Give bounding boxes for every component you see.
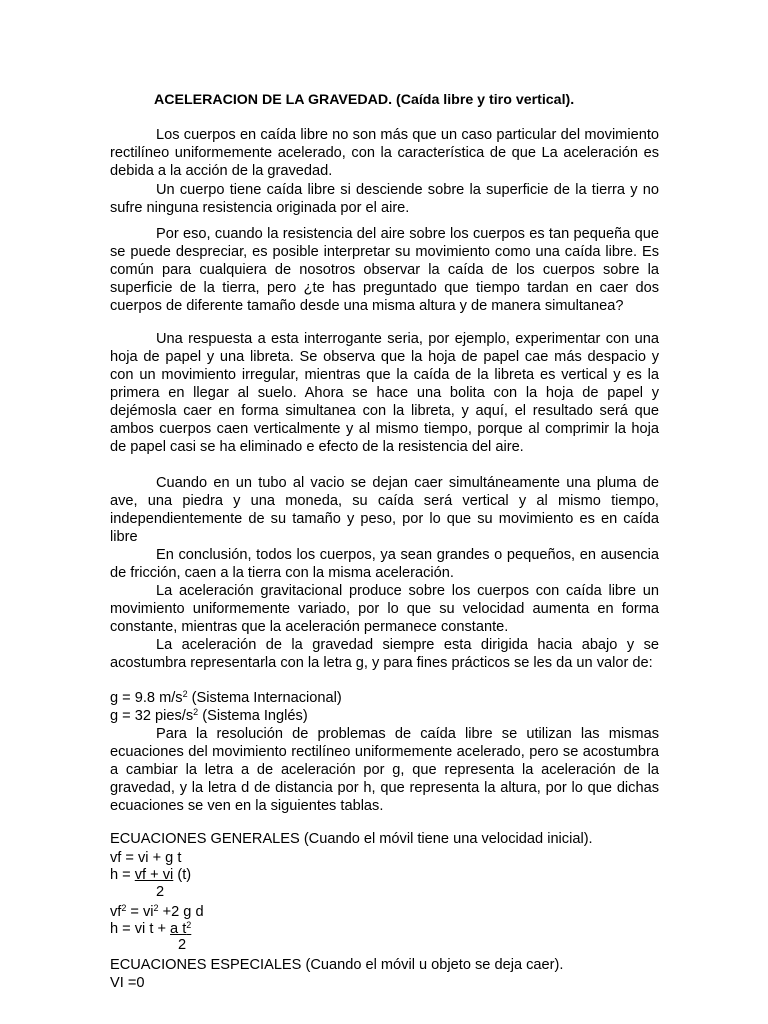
- equation-vf-exponent: 2: [121, 903, 127, 913]
- paragraph-3: Por eso, cuando la resistencia del aire sobre los cuerpos es tan pequeña que se puede despreciar, es posible interpretar su movimiento como una caída libre. Es común para cualquiera de nosotros observar la caída de los cuerpos sobre la superficie de la tierra, pero ¿te has preguntado que tiempo tardan en caer dos cuerpos de diferente tamaño desde una misma altura y de manera simultanea?: [110, 226, 659, 314]
- gravity-value-si-text: g = 9.8 m/s: [110, 690, 183, 706]
- paragraph-4: Una respuesta a esta interrogante seria, por ejemplo, experimentar con una hoja de papel y una libreta. Se observa que la hoja de papel cae más despacio y con un movimiento irregular, mientras que la caída de la libreta es vertical y es la primera en llegar al suelo. Ahora se hace una bolita con la hoja de papel y dejémosla caer en forma simultanea con la libreta, y aquí, el resultado será que ambos cuerpos caen verticalmente y al mismo tiempo, porque al comprimir la hoja de papel casi se ha eliminado e efecto de la resistencia del aire.: [110, 331, 659, 455]
- general-equations-heading: ECUACIONES GENERALES (Cuando el móvil tiene una velocidad inicial).: [110, 831, 593, 847]
- equation-height-numerator: vf + vi: [134, 867, 174, 883]
- paragraph-1: Los cuerpos en caída libre no son más que un caso particular del movimiento rectilíneo uniformemente acelerado, con la característica de que La aceleración es debida a la acción de la gravedad.: [110, 127, 659, 179]
- equation-height2-numerator-text: a t: [170, 921, 187, 937]
- equation-height-lhs: h =: [110, 867, 135, 883]
- equation-final-velocity: vf = vi + g t: [110, 850, 182, 866]
- equation-height-denominator: 2: [156, 884, 165, 900]
- paragraph-6: En conclusión, todos los cuerpos, ya sean grandes o pequeños, en ausencia de fricción, caen a la tierra con la misma aceleración.: [110, 547, 659, 581]
- equation-initial-velocity-zero: VI =0: [110, 975, 145, 991]
- gravity-value-si-exponent: 2: [182, 689, 188, 699]
- gravity-value-english: [110, 707, 308, 725]
- paragraph-2: Un cuerpo tiene caída libre si desciende sobre la superficie de la tierra y no sufre ninguna resistencia originada por el aire.: [110, 182, 659, 216]
- equation-velocity-squared: [110, 903, 204, 921]
- equation-vi-term: = vi: [126, 904, 154, 920]
- gravity-value-english-text: g = 32 pies/s: [110, 708, 194, 724]
- equation-vf-term: vf: [110, 904, 122, 920]
- gravity-value-english-exponent: 2: [193, 707, 199, 717]
- equation-height2-exponent: 2: [186, 920, 192, 930]
- equation-height2-lhs: h = vi t +: [110, 921, 171, 937]
- paragraph-9: Para la resolución de problemas de caída libre se utilizan las mismas ecuaciones del movimiento rectilíneo uniformemente acelerado, pero se acostumbra a cambiar la letra a de aceleración por g, que representa la aceleración de la gravedad, y la letra d de distancia por h, que representa la altura, por lo que dichas ecuaciones se ven en la siguientes tablas.: [110, 726, 659, 814]
- equation-height2-numerator: [170, 921, 191, 937]
- special-equations-heading: ECUACIONES ESPECIALES (Cuando el móvil u objeto se deja caer).: [110, 957, 564, 973]
- equation-vi-exponent: 2: [153, 903, 159, 913]
- page-title: ACELERACION DE LA GRAVEDAD. (Caída libre y tiro vertical).: [154, 92, 575, 108]
- equation-height-average: [110, 866, 191, 884]
- gravity-value-si-label: (Sistema Internacional): [187, 690, 342, 706]
- equation-height-acceleration: [110, 920, 191, 938]
- paragraph-8: La aceleración de la gravedad siempre esta dirigida hacia abajo y se acostumbra representarla con la letra g, y para fines prácticos se les da un valor de:: [110, 637, 659, 671]
- equation-height-time: (t): [173, 867, 192, 883]
- paragraph-5: Cuando en un tubo al vacio se dejan caer simultáneamente una pluma de ave, una piedra y una moneda, su caída será vertical y al mismo tiempo, independientemente de su tamaño y peso, por lo que su movimiento es en caída libre: [110, 475, 659, 545]
- paragraph-7: La aceleración gravitacional produce sobre los cuerpos con caída libre un movimiento uniformemente variado, por lo que su velocidad aumenta en forma constante, mientras que la aceleración permanece constante.: [110, 583, 659, 635]
- gravity-value-si: [110, 689, 342, 707]
- equation-height2-denominator: 2: [178, 937, 187, 953]
- gravity-value-english-label: (Sistema Inglés): [198, 708, 308, 724]
- equation-gd-term: +2 g d: [158, 904, 204, 920]
